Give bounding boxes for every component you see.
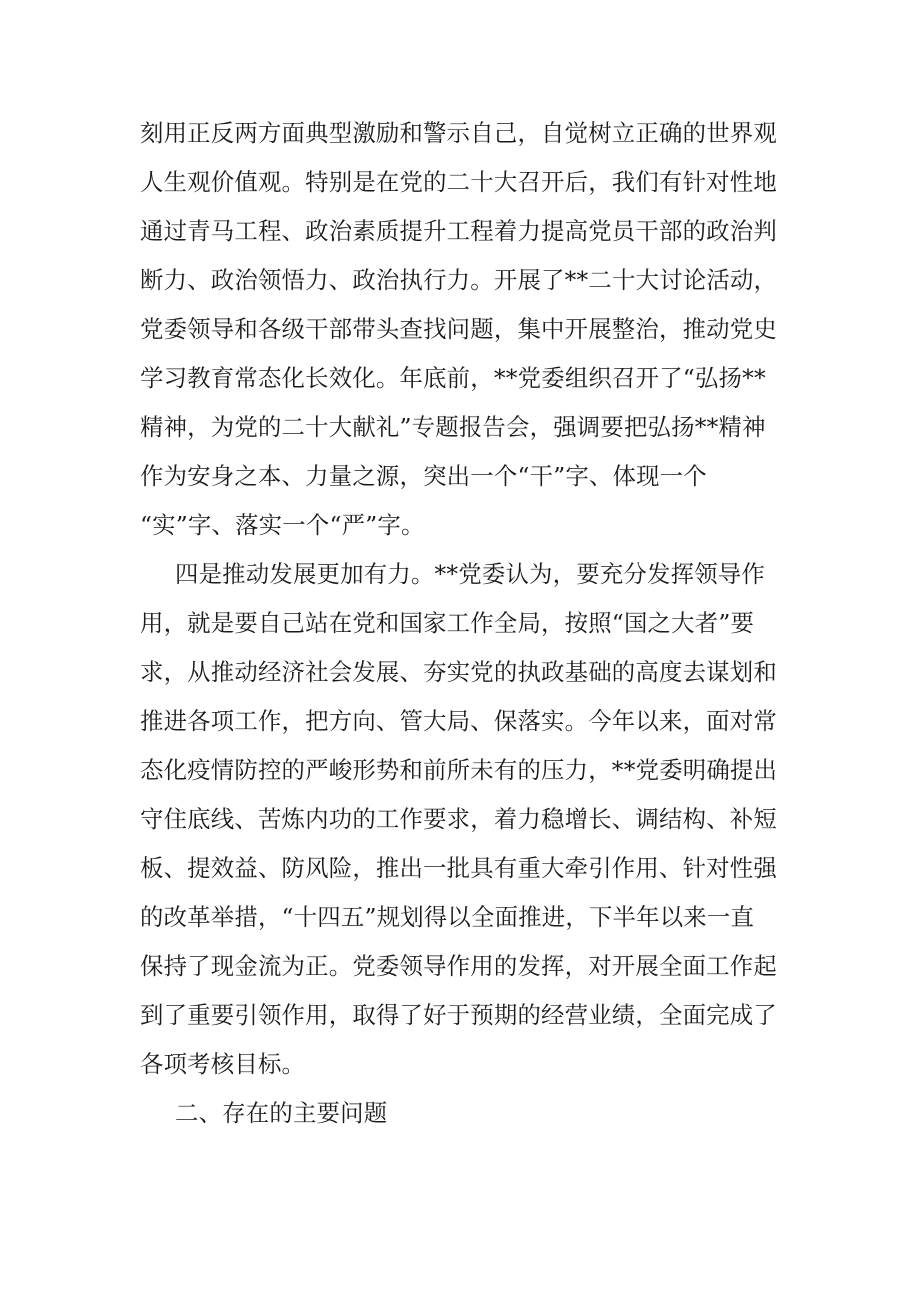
text-line: 作为安身之本、力量之源，突出一个“干”字、体现一个: [140, 462, 707, 490]
text-line: “实”字、落实一个“严”字。: [140, 511, 425, 539]
text-line: 求，从推动经济社会发展、夯实党的执政基础的高度去谋划和: [140, 658, 777, 686]
text-line: 态化疫情防控的严峻形势和前所未有的压力，**党委明确提出: [140, 756, 778, 784]
text-line: 断力、政治领悟力、政治执行力。开展了**二十大讨论活动，: [140, 266, 778, 294]
text-line: 守住底线、苦炼内功的工作要求，着力稳增长、调结构、补短: [140, 805, 777, 833]
text-line: 的改革举措，“十四五”规划得以全面推进，下半年以来一直: [140, 903, 755, 931]
text-line: 保持了现金流为正。党委领导作用的发挥，对开展全面工作起: [140, 952, 777, 980]
text-line: 到了重要引领作用，取得了好于预期的经营业绩，全面完成了: [140, 1001, 777, 1029]
text-line: 人生观价值观。特别是在党的二十大召开后，我们有针对性地: [140, 168, 777, 196]
text-line: 推进各项工作，把方向、管大局、保落实。今年以来，面对常: [140, 707, 777, 735]
text-line: 板、提效益、防风险，推出一批具有重大牵引作用、针对性强: [140, 854, 777, 882]
text-line: 党委领导和各级干部带头查找问题，集中开展整治，推动党史: [140, 315, 777, 343]
text-line: 用，就是要自己站在党和国家工作全局，按照“国之大者”要: [140, 609, 755, 637]
text-line: 通过青马工程、政治素质提升工程着力提高党员干部的政治判: [140, 217, 777, 245]
text-line: 学习教育常态化长效化。年底前，**党委组织召开了“弘扬**: [140, 364, 766, 392]
paragraph-first-line: 四是推动发展更加有力。**党委认为，要充分发挥领导作: [175, 560, 765, 588]
text-line: 各项考核目标。: [140, 1050, 306, 1078]
text-line: 精神，为党的二十大献礼”专题报告会，强调要把弘扬**精神: [140, 413, 766, 441]
text-line: 刻用正反两方面典型激励和警示自己，自觉树立正确的世界观: [140, 119, 777, 147]
section-heading: 二、存在的主要问题: [175, 1099, 388, 1127]
